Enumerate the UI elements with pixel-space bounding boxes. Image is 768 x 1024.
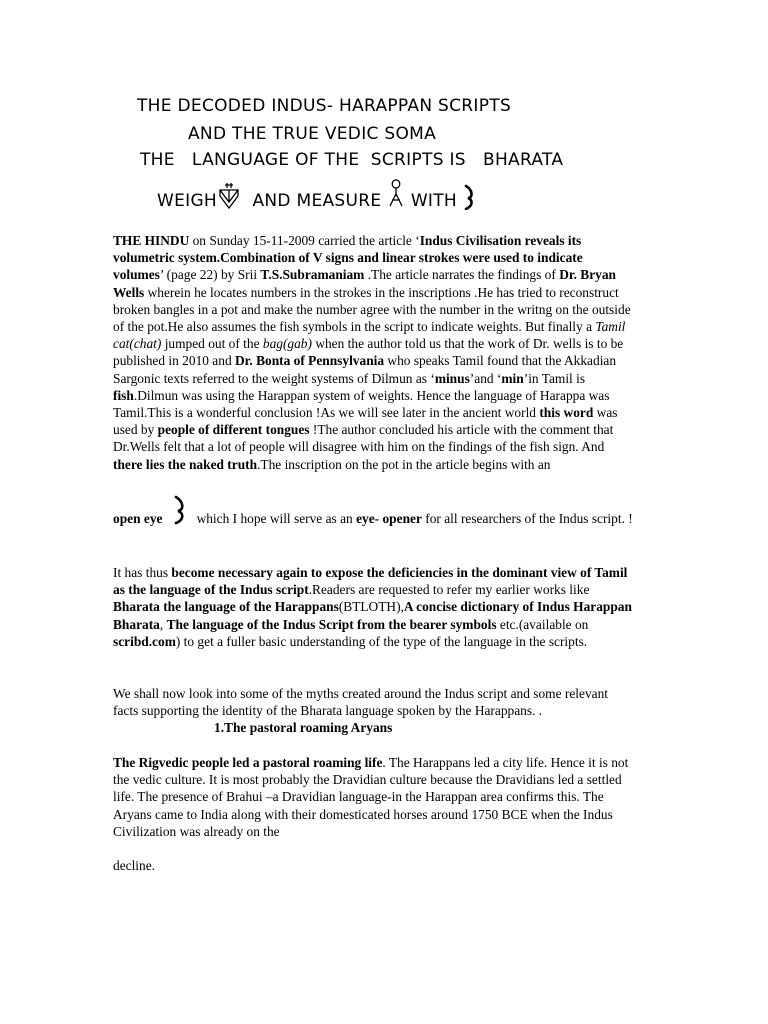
open-eye-sign-icon [173, 495, 187, 525]
weigh-sign-icon [217, 182, 241, 210]
title-line-2: AND THE TRUE VEDIC SOMA [188, 124, 437, 144]
text-run: It has thus [113, 565, 172, 580]
text-run: on Sunday 15-11-2009 carried the article ‘ [189, 233, 420, 248]
text-run: .Dilmun was using the Harappan system of weights. Hence the language of Harappa was Tamil.This is a wonderful conclusion !As we will see later in the ancient world [113, 387, 610, 421]
bold-run: there lies the naked truth [113, 456, 258, 472]
text-run: . The Harappans led a city life. Hence it is not the vedic culture. It is most probably the Dravidian culture because the Dravidians led a settled life. The presence of Brahui –a Dravidian language-in the Harappan area confirms this. The Aryans came to India along with their domesticated horses around 1750 BCE when the Indus Civilization was already on the [113, 755, 629, 839]
researcher-name: Dr. Bryan Wells [113, 267, 616, 300]
title-line-4 [157, 178, 475, 211]
article-title: Indus Civilisation reveals its volumetric system.Combination of V signs and linear strokes were used to indicate volumes [113, 233, 583, 283]
measure-label: AND MEASURE [241, 191, 388, 211]
paragraph-open-eye [113, 510, 633, 527]
bold-run: The Rigvedic people led a pastoral roaming life [113, 755, 383, 770]
weigh-label: WEIGH [157, 191, 218, 211]
text-run: which I hope will serve as an [193, 511, 357, 526]
bold-run: become necessary again to expose the deficiencies in the dominant view of Tamil as the language of the Indus script [113, 565, 628, 598]
measure-sign-icon [387, 178, 405, 210]
bold-run: A concise dictionary of Indus Harappan Bharata [113, 599, 632, 632]
text-run: !The author concluded his article with the comment that Dr.Wells felt that a lot of people will disagree with him on the findings of the fish sign. And [113, 422, 614, 455]
text-run: , [159, 616, 167, 632]
paragraph-myths [113, 685, 633, 719]
paragraph-article [113, 232, 633, 473]
paragraph-rigvedic [113, 754, 633, 840]
italic-run: bag(gab) [262, 336, 312, 352]
text-run: .Readers are requested to refer my earlier works like [308, 582, 590, 598]
bold-run: eye- opener [356, 511, 422, 526]
bold-run: open eye [113, 511, 163, 526]
text-run: ’ (page 22) by Srii [159, 267, 261, 283]
text-run: .The inscription on the pot in the article begins with an [257, 456, 551, 472]
author-name: T.S.Subramaniam [260, 267, 365, 283]
title-line-1: THE DECODED INDUS- HARAPPAN SCRIPTS [137, 96, 512, 116]
text-run: was used by [113, 405, 618, 438]
text-run: (BTLOTH), [338, 599, 404, 615]
section-heading [214, 719, 514, 736]
text-run: who speaks Tamil found that the Akkadian Sargonic texts referred to the weight systems of Dilmun as ‘ [113, 353, 617, 386]
text-run: when the author told us that the work of Dr. wells is to be published in 2010 and [113, 336, 624, 369]
bold-run: Dr. Bonta of Pennsylvania [235, 353, 385, 369]
heading-text: 1.The pastoral roaming Aryans [214, 720, 393, 735]
bold-run: scribd.com [113, 633, 176, 649]
bold-run: minus [434, 370, 470, 386]
title-line-3: THE LANGUAGE OF THE SCRIPTS IS BHARATA [140, 150, 564, 170]
bold-run: this word [539, 405, 594, 421]
bold-run: people of different tongues [157, 422, 310, 438]
text-run: etc.(available on [496, 616, 589, 632]
text-run: for all researchers of the Indus script. ! [421, 511, 633, 526]
text-run: decline. [113, 858, 156, 873]
text-run: ’and ‘ [469, 370, 502, 386]
text-run: We shall now look into some of the myths created around the Indus script and some relevant facts supporting the identity of the Bharata language spoken by the Harappans. . [113, 686, 608, 719]
text-run: jumped out of the [161, 336, 263, 352]
bold-run: Bharata the language of the Harappans [113, 599, 339, 615]
italic-run: Tamil cat(chat) [113, 319, 626, 352]
text-run: ) to get a fuller basic understanding of the type of the language in the scripts. [175, 633, 588, 649]
paragraph-decline [113, 857, 633, 874]
bold-run: min [501, 370, 524, 386]
text-run: wherein he locates numbers in the strokes in the inscriptions .He has tried to reconstruct broken bangles in a pot and make the number agree with the number in the writng on the outside of the pot.He also assumes the fish symbols in the script to indicate weights. But finally a [113, 284, 631, 335]
bold-run: The language of the Indus Script from the bearer symbols [166, 616, 497, 632]
paragraph-deficiencies [113, 564, 633, 650]
text-run: ’in Tamil is [523, 370, 586, 386]
eye-sign-icon [463, 184, 475, 210]
bold-run: fish [113, 387, 134, 403]
text-run: .The article narrates the findings of [364, 267, 560, 283]
newspaper-name: THE HINDU [113, 233, 190, 248]
with-label: WITH [405, 191, 463, 211]
